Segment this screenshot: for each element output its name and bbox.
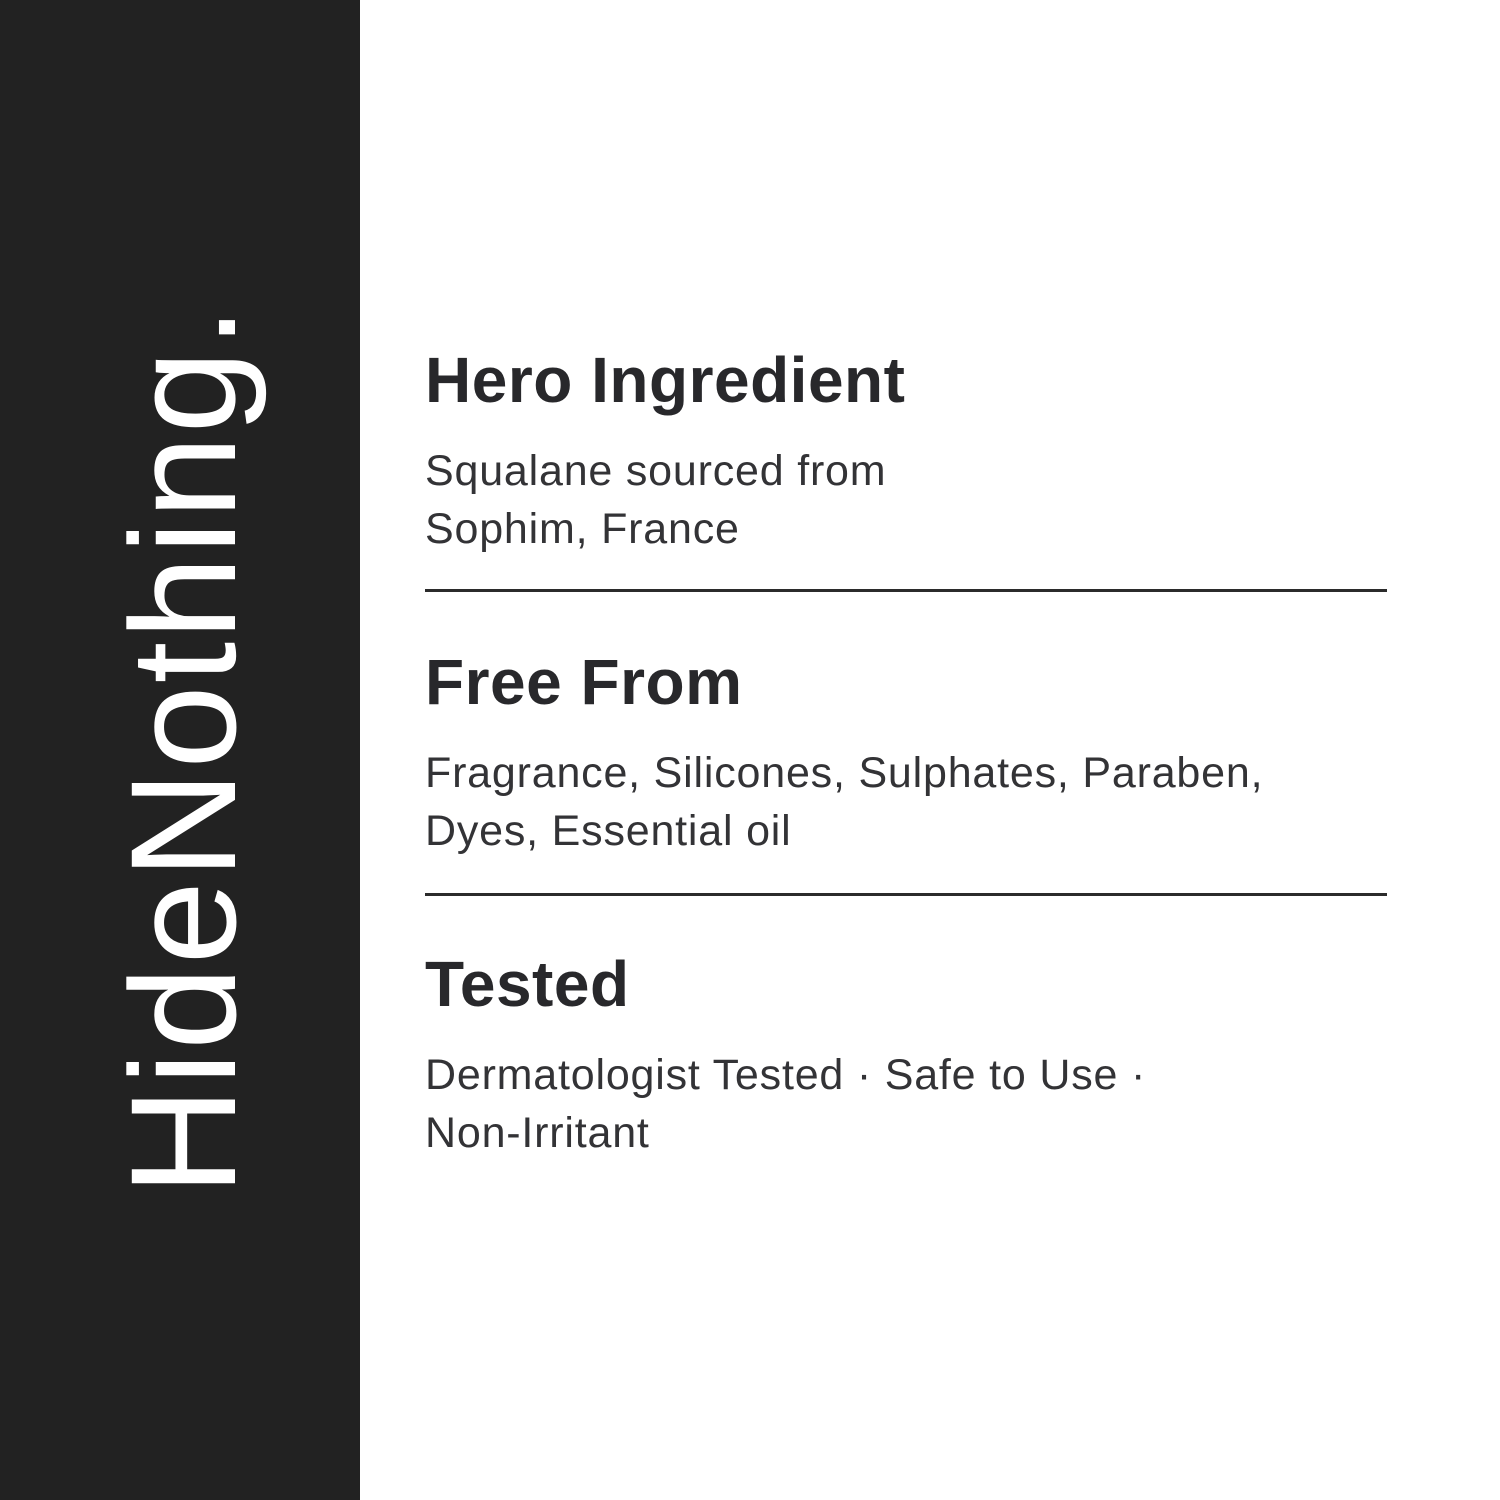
section-divider — [425, 893, 1387, 896]
section-body-free-from — [425, 744, 1387, 860]
section-tested — [425, 948, 1387, 1162]
section-hero-ingredient — [425, 344, 1387, 558]
body-line: Dyes, Essential oil — [425, 807, 792, 855]
section-heading-hero-ingredient: Hero Ingredient — [425, 344, 906, 416]
brand-wordmark: HideNothing. — [99, 304, 267, 1196]
section-body-hero-ingredient — [425, 442, 1387, 558]
section-heading-free-from: Free From — [425, 646, 743, 718]
body-line: Dermatologist Tested · Safe to Use · — [425, 1051, 1147, 1099]
brand-sidebar — [0, 0, 360, 1500]
body-line: Squalane sourced from — [425, 447, 887, 495]
body-line: Fragrance, Silicones, Sulphates, Paraben, — [425, 749, 1264, 797]
body-line: Sophim, France — [425, 505, 740, 553]
section-heading-tested: Tested — [425, 948, 630, 1020]
section-free-from — [425, 646, 1387, 860]
body-line: Non-Irritant — [425, 1109, 650, 1157]
section-divider — [425, 589, 1387, 592]
section-body-tested — [425, 1046, 1387, 1162]
